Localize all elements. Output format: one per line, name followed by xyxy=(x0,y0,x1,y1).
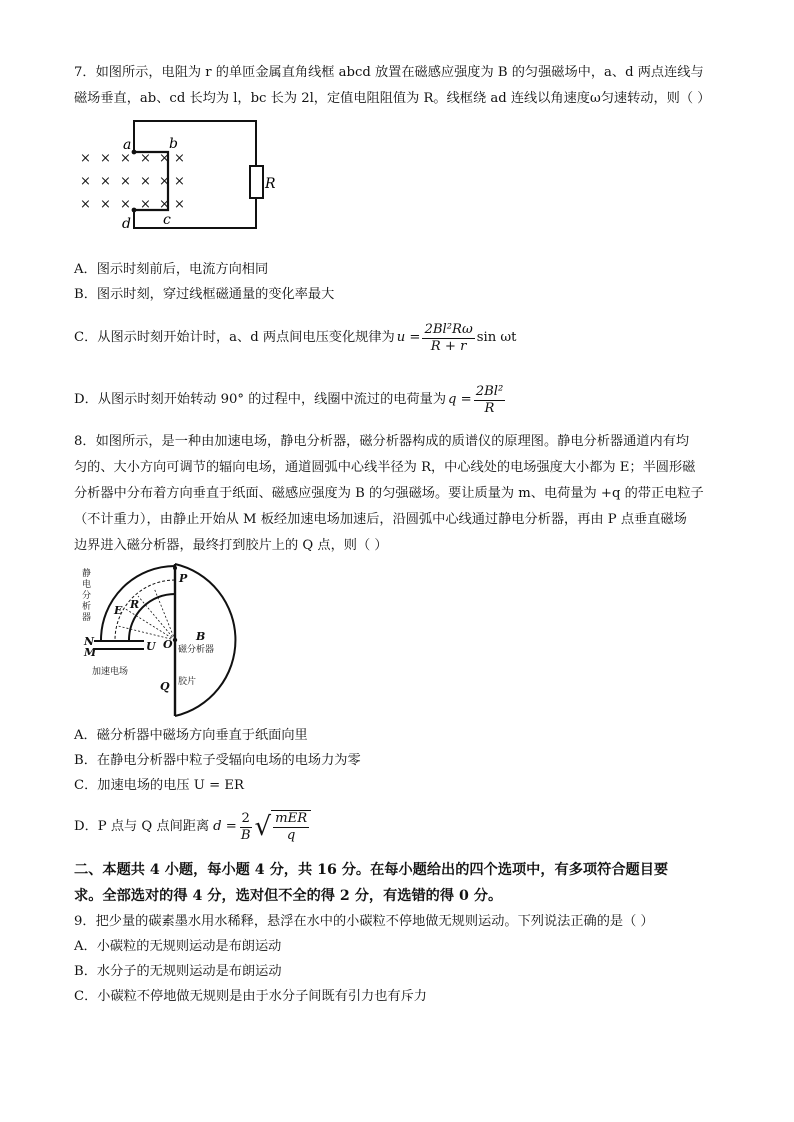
q8-option-d-sqrt xyxy=(255,810,312,844)
svg-text:×: × xyxy=(174,197,185,212)
q9-option-a: A．小碳粒的无规则运动是布朗运动 xyxy=(74,939,282,954)
svg-text:×: × xyxy=(159,197,170,212)
q8-option-d-text: D．P 点与 Q 点间距离 xyxy=(74,819,210,834)
q8-esa-center-arc xyxy=(115,580,175,640)
q8-label-E: E xyxy=(114,604,123,617)
q8-label-esa-5: 器 xyxy=(82,613,92,623)
q7-label-b: b xyxy=(169,136,178,152)
q7-option-c-denominator: R + r xyxy=(430,338,467,354)
q8-point-O xyxy=(173,638,177,642)
svg-text:×: × xyxy=(140,197,151,212)
q8-label-N: N xyxy=(84,635,95,648)
q7-option-b: B．图示时刻，穿过线框磁通量的变化率最大 xyxy=(74,287,335,302)
q7-option-d xyxy=(74,380,734,420)
section-2-heading-line-2: 求。全部选对的得 4 分，选对但不全的得 2 分，有选错的得 0 分。 xyxy=(74,888,503,904)
q8-option-d-fraction xyxy=(239,811,253,844)
q7-label-c: c xyxy=(163,212,171,228)
q7-option-c xyxy=(74,318,734,358)
q7-option-c-numerator: 2Bl²Rω xyxy=(424,321,473,337)
q7-option-c-tail: sin ωt xyxy=(476,330,517,345)
q8-option-c: C．加速电场的电压 U = ER xyxy=(74,778,244,793)
q7-option-d-lhs: q = xyxy=(448,392,472,407)
q7-option-d-numerator: 2Bl² xyxy=(475,383,504,399)
q8-option-b: B．在静电分析器中粒子受辐向电场的电场力为零 xyxy=(74,753,361,768)
q8-label-O: O xyxy=(163,638,173,651)
sqrt-sign-icon: √ xyxy=(254,812,272,842)
svg-text:×: × xyxy=(100,197,111,212)
q7-figure xyxy=(70,116,276,244)
q8-stem-line-4: （不计重力），由静止开始从 M 板经加速电场加速后，沿圆弧中心线通过静电分析器，再由 P 点垂直磁场 xyxy=(74,512,687,527)
q7-point-d xyxy=(132,208,137,213)
q8-point-P xyxy=(173,566,177,570)
q7-circuit-wire-lower xyxy=(134,198,256,228)
q9-stem: 9．把少量的碳素墨水用水稀释，悬浮在水中的小碳粒不停地做无规则运动。下列说法正确的是（ ） xyxy=(74,914,654,929)
q8-label-magnetic-analyzer: 磁分析器 xyxy=(178,645,215,655)
q8-label-U: U xyxy=(146,640,156,653)
svg-text:×: × xyxy=(100,151,111,166)
q8-label-esa-2: 电 xyxy=(82,580,92,590)
q7-stem-line-1: 7．如图所示，电阻为 r 的单匝金属直角线框 abcd 放置在磁感应强度为 B 的匀强磁场中，a、d 两点连线与 xyxy=(74,65,704,80)
q8-label-esa-4: 析 xyxy=(82,602,92,612)
svg-text:×: × xyxy=(159,151,170,166)
svg-text:×: × xyxy=(174,174,185,189)
q7-option-a: A．图示时刻前后，电流方向相同 xyxy=(74,262,269,277)
q8-option-d-numerator: 2 xyxy=(241,810,250,826)
q8-option-d-radicand-numerator: mER xyxy=(275,811,308,826)
q8-label-R: R xyxy=(130,598,140,611)
q8-label-Q: Q xyxy=(160,680,170,693)
q8-stem-line-5: 边界进入磁分析器，最终打到胶片上的 Q 点，则（ ） xyxy=(74,538,388,553)
q7-option-c-lhs: u = xyxy=(396,330,421,345)
q7-field-crosses xyxy=(80,151,185,212)
q8-stem-line-2: 匀的、大小方向可调节的辐向电场，通道圆弧中心线半径为 R，中心线处的电场强度大小都为 E；半圆形磁 xyxy=(74,460,696,475)
q7-resistor xyxy=(250,166,263,198)
q8-label-accelerating-field: 加速电场 xyxy=(92,667,129,677)
q8-label-esa-3: 分 xyxy=(82,591,92,601)
q8-radial-field-lines xyxy=(118,588,175,640)
q7-option-c-fraction xyxy=(422,322,474,355)
svg-text:×: × xyxy=(159,174,170,189)
section-2-heading-line-1: 二、本题共 4 小题，每小题 4 分，共 16 分。在每小题给出的四个选项中，有多项符合题目要 xyxy=(74,862,669,878)
q8-option-d-radicand-denominator: q xyxy=(286,828,296,843)
q9-option-b: B．水分子的无规则运动是布朗运动 xyxy=(74,964,282,979)
q8-stem-line-1: 8．如图所示，是一种由加速电场，静电分析器，磁分析器构成的质谱仪的原理图。静电分析器通道内有均 xyxy=(74,434,690,449)
svg-text:×: × xyxy=(120,197,131,212)
q8-stem-line-3: 分析器中分布着方向垂直于纸面、磁感应强度为 B 的匀强磁场。要让质量为 m、电荷量为 +q 的带正电粒子 xyxy=(74,486,704,501)
q7-label-R: R xyxy=(265,176,276,192)
q7-option-d-fraction xyxy=(474,384,506,417)
q9-option-c: C．小碳粒不停地做无规则是由于水分子间既有引力也有斥力 xyxy=(74,989,427,1004)
q8-label-esa-1: 静 xyxy=(82,569,92,579)
q7-label-d: d xyxy=(122,216,131,232)
svg-text:×: × xyxy=(80,174,91,189)
svg-text:×: × xyxy=(140,151,151,166)
svg-text:×: × xyxy=(120,151,131,166)
svg-text:×: × xyxy=(80,197,91,212)
q7-stem-line-2: 磁场垂直，ab、cd 长均为 l，bc 长为 2l，定值电阻阻值为 R。线框绕 ad 连线以角速度ω匀速转动，则（ ） xyxy=(74,91,711,106)
svg-text:×: × xyxy=(80,151,91,166)
q7-option-c-text: C．从图示时刻开始计时，a、d 两点间电压变化规律为 xyxy=(74,330,395,345)
q8-label-P: P xyxy=(179,572,188,585)
q8-label-M: M xyxy=(84,646,97,659)
q8-option-a: A．磁分析器中磁场方向垂直于纸面向里 xyxy=(74,728,308,743)
q8-option-d-radicand xyxy=(271,810,311,844)
q8-option-d-lhs: d = xyxy=(213,819,237,834)
q7-option-d-denominator: R xyxy=(484,400,495,416)
q8-option-d xyxy=(74,806,734,848)
svg-text:×: × xyxy=(140,174,151,189)
q7-option-d-text: D．从图示时刻开始转动 90° 的过程中，线圈中流过的电荷量为 xyxy=(74,392,447,407)
q7-circuit-wire xyxy=(134,121,256,166)
q7-label-a: a xyxy=(123,137,132,153)
svg-text:×: × xyxy=(100,174,111,189)
q7-point-a xyxy=(132,150,137,155)
svg-text:×: × xyxy=(174,151,185,166)
q8-option-d-denominator: B xyxy=(240,827,251,843)
q8-label-film: 胶片 xyxy=(178,677,197,687)
q8-figure xyxy=(80,560,260,720)
q8-label-B: B xyxy=(196,630,206,643)
svg-text:×: × xyxy=(120,174,131,189)
q8-option-d-radicand-fraction xyxy=(273,811,309,844)
